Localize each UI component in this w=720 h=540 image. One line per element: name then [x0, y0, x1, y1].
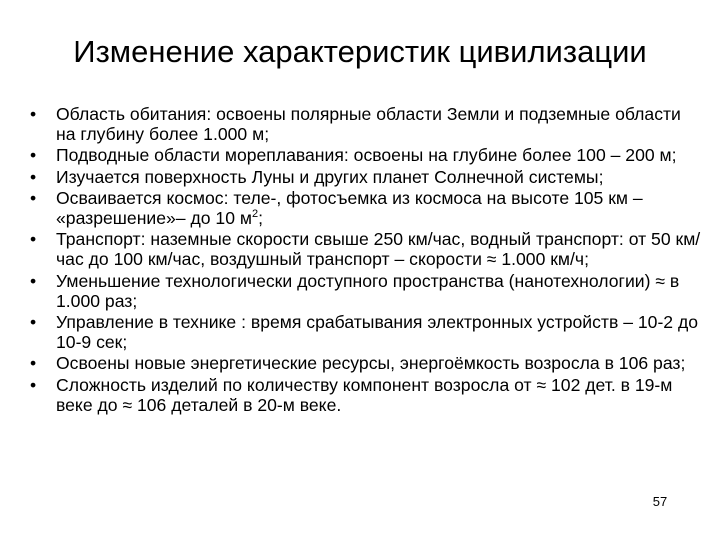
list-item-text: Уменьшение технологически доступного пространства (нанотехнологии) ≈ в 1.000 раз;: [56, 270, 680, 311]
list-item-text-main: Осваивается космос: теле-, фотосъемка из космоса на высоте 105 км – «разрешение»– до 10 м: [56, 187, 643, 229]
bullet-marker: •: [30, 374, 37, 395]
superscript-exponent: 2: [251, 208, 259, 221]
bullet-marker: •: [30, 353, 37, 374]
list-item: [30, 229, 702, 269]
list-item-text-end: ;: [258, 208, 263, 229]
list-item-text: [56, 188, 643, 228]
bullet-marker: •: [30, 166, 37, 187]
list-item: [30, 353, 702, 373]
list-item-text: Подводные области мореплавания: освоены на глубине более 100 – 200 м;: [56, 145, 677, 166]
list-item-text: Транспорт: наземные скорости свыше 250 км/час, водный транспорт: от 50 км/час до 100 км/час, воздушный транспорт – скорости ≈ 1.000 км/ч;: [56, 229, 701, 270]
list-item: [30, 104, 702, 144]
bullet-marker: •: [30, 229, 37, 250]
bullet-marker: •: [30, 270, 37, 291]
bullet-marker: •: [30, 187, 37, 208]
list-item: [30, 145, 702, 165]
list-item-text: Изучается поверхность Луны и других планет Солнечной системы;: [56, 166, 604, 187]
bullet-marker: •: [30, 104, 37, 124]
list-item: [30, 188, 702, 228]
list-item: [30, 375, 702, 415]
list-item-text: Освоены новые энергетические ресурсы, энергоёмкость возросла в 106 раз;: [56, 353, 686, 374]
bullet-marker: •: [30, 145, 37, 166]
list-item-text: Управление в технике : время срабатывания электронных устройств – 10-2 до 10-9 сек;: [56, 312, 699, 353]
page-number: 57: [652, 494, 668, 509]
list-item: [30, 312, 702, 352]
list-item-text: Область обитания: освоены полярные области Земли и подземные области на глубину более 1.000 м;: [56, 104, 681, 145]
list-item-text: Сложность изделий по количеству компонент возросла от ≈ 102 дет. в 19-м веке до ≈ 106 деталей в 20-м веке.: [56, 374, 673, 415]
slide-title: Изменение характеристик цивилизации: [73, 34, 647, 69]
bullet-list: [30, 104, 702, 416]
bullet-marker: •: [30, 312, 37, 333]
list-item: [30, 271, 702, 311]
list-item: [30, 167, 702, 187]
